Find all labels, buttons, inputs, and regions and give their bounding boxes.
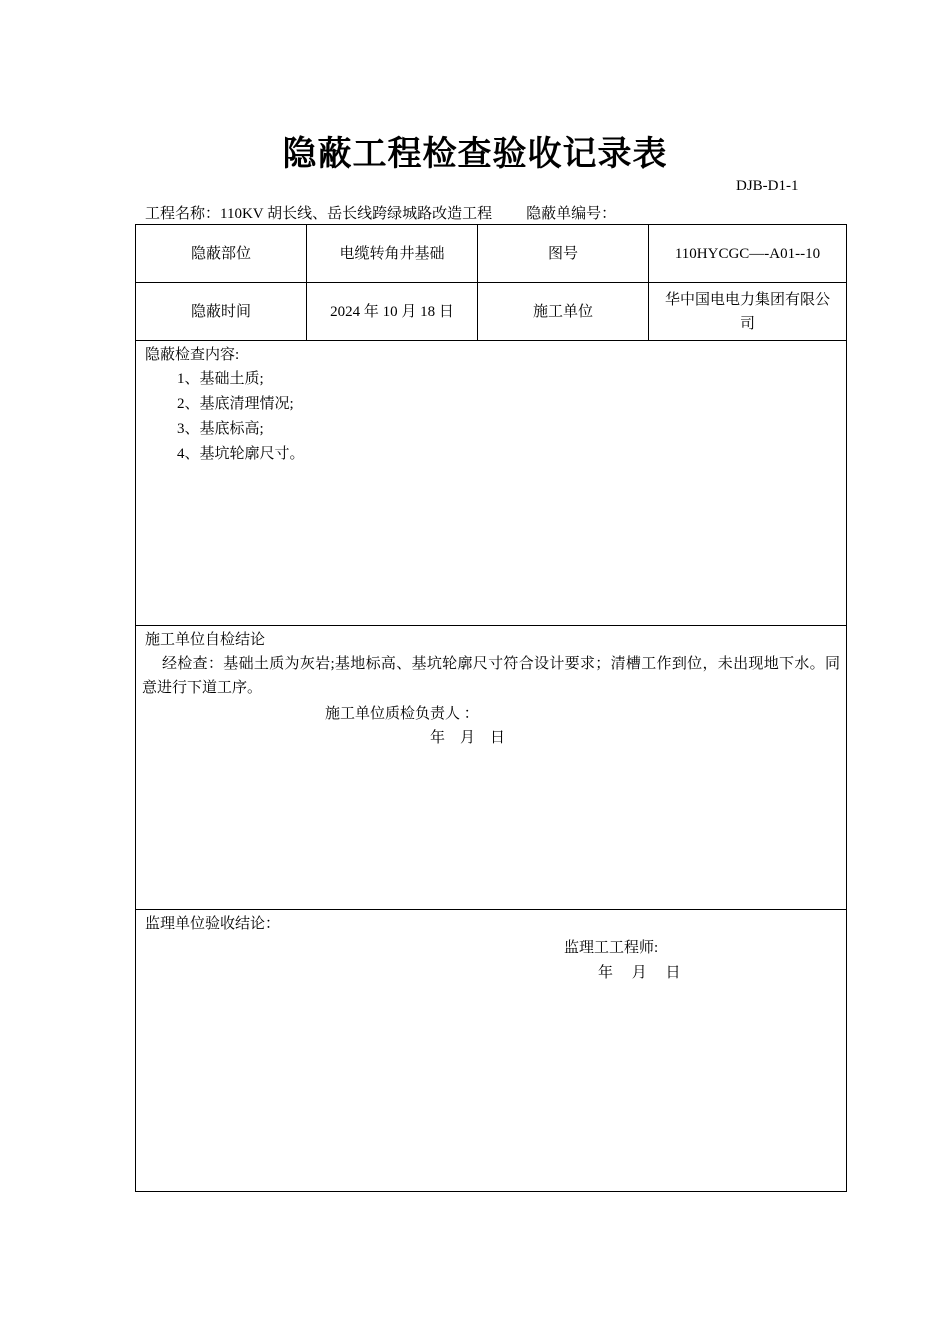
concealed-time-value: 2024 年 10 月 18 日: [307, 283, 478, 340]
self-check-title: 施工单位自检结论: [145, 632, 266, 648]
self-check-text: 经检查：基础土质为灰岩;基地标高、基坑轮廓尺寸符合设计要求；清槽工作到位，未出现地下水。同意进行下道工序。: [142, 656, 840, 696]
table-row: [136, 283, 846, 341]
list-item: 3、基底标高;: [177, 421, 264, 437]
concealed-part-label: 隐蔽部位: [136, 225, 307, 282]
supervision-date: 年 月 日: [598, 965, 681, 981]
drawing-number-label: 图号: [478, 225, 649, 282]
inspection-title: 隐蔽检查内容:: [145, 347, 240, 363]
list-item: 2、基底清理情况;: [177, 396, 294, 412]
inspection-list: [177, 367, 305, 467]
self-check-date: 年 月 日: [430, 730, 506, 746]
list-item: 4、基坑轮廓尺寸。: [177, 446, 305, 462]
project-line: [145, 202, 616, 223]
supervision-signer: 监理工工程师:: [564, 940, 659, 956]
supervision-title: 监理单位验收结论：: [145, 916, 281, 932]
project-name-label: 工程名称：: [145, 206, 221, 222]
concealed-time-label: 隐蔽时间: [136, 283, 307, 340]
project-name-value: 110KV 胡长线、岳长线跨绿城路改造工程: [220, 206, 493, 222]
list-item: 1、基础土质;: [177, 371, 264, 387]
table-row: [136, 225, 846, 283]
record-table: [135, 224, 847, 1192]
form-code: DJB-D1-1: [736, 178, 799, 194]
inspection-section: [136, 341, 846, 626]
serial-number-label: 隐蔽单编号：: [526, 206, 617, 222]
page-title: 隐蔽工程检查验收记录表: [282, 134, 668, 174]
drawing-number-value: 110HYCGC—-A01--10: [674, 245, 821, 262]
construction-unit-label: 施工单位: [478, 283, 649, 340]
self-check-section: [136, 626, 846, 910]
self-check-signer: 施工单位质检负责人 ：: [325, 706, 479, 722]
supervision-section: [136, 910, 846, 1191]
construction-unit-value: 华中国电电力集团有限公司: [664, 291, 830, 332]
concealed-part-value: 电缆转角井基础: [307, 225, 478, 282]
